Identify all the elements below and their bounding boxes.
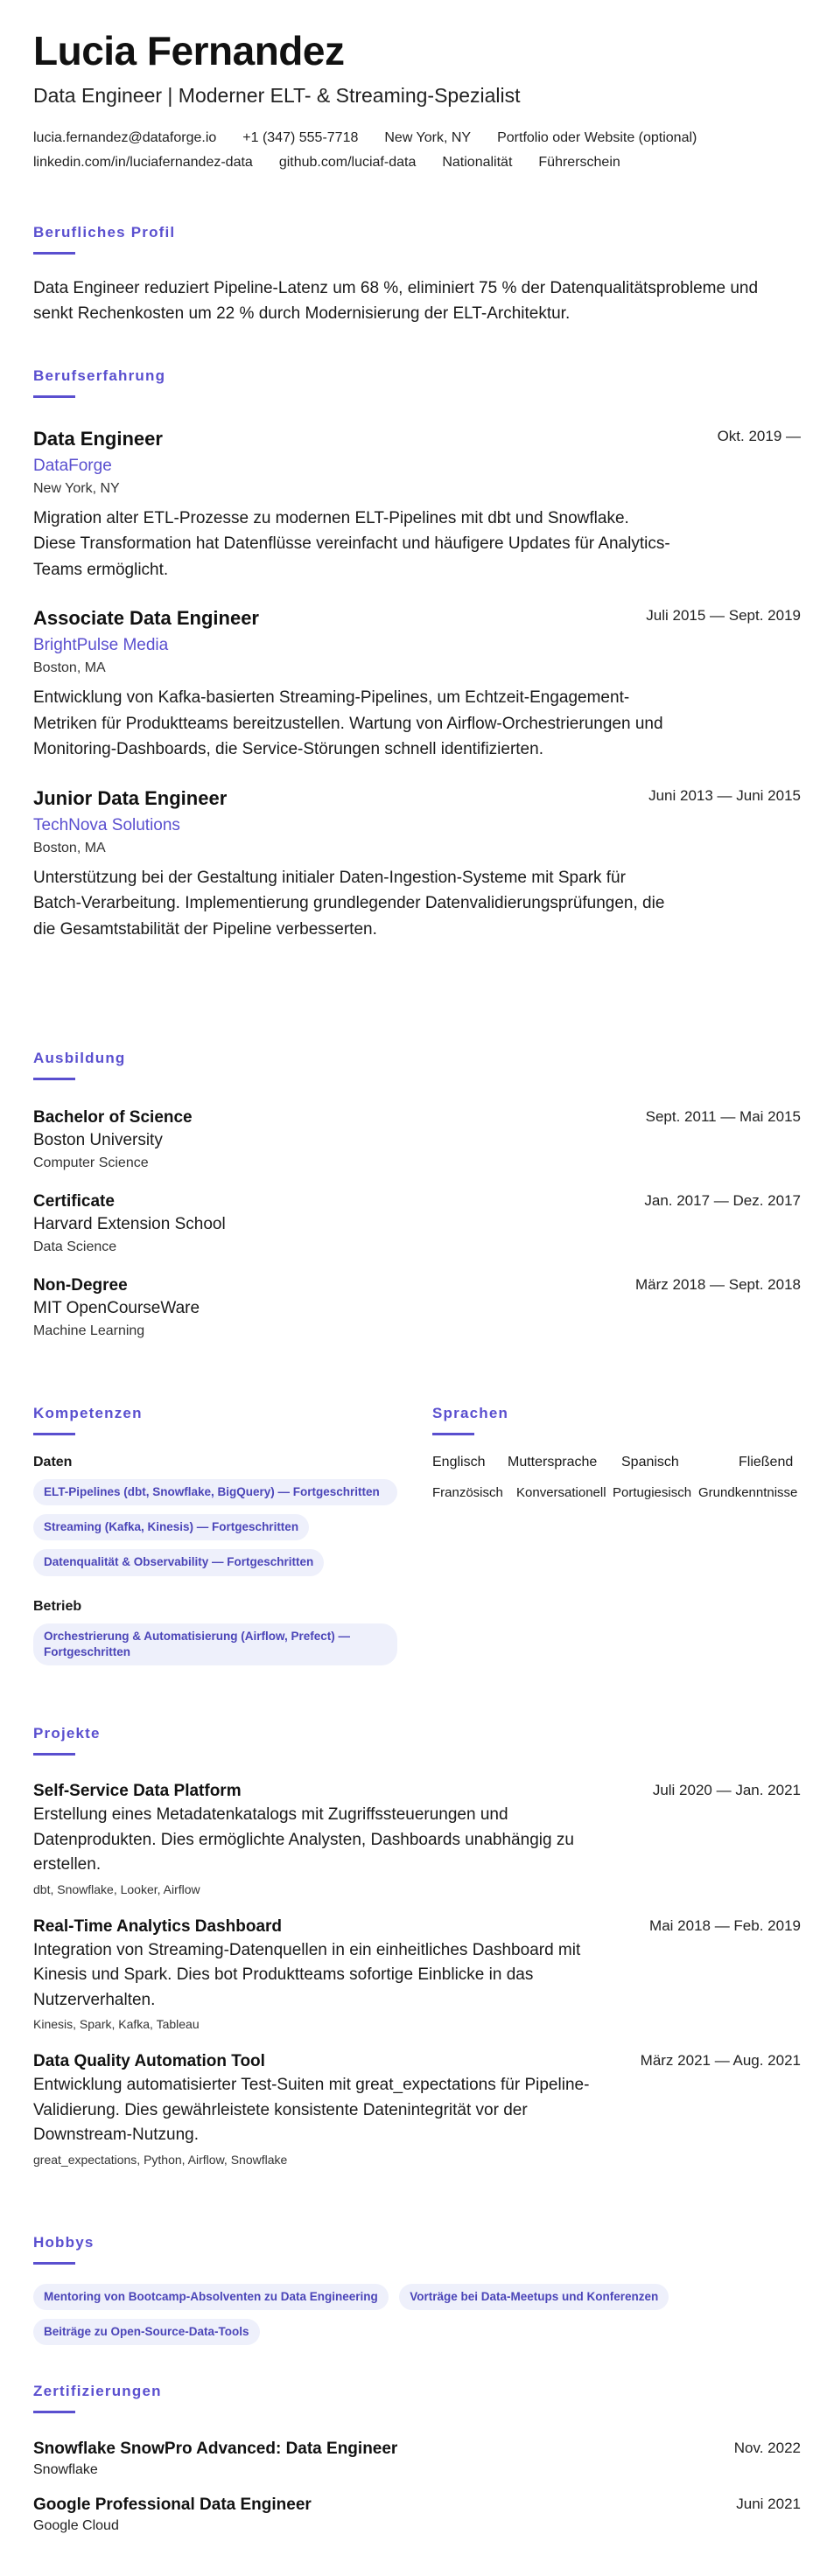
contact-linkedin[interactable]: linkedin.com/in/luciafernandez-data: [33, 155, 253, 171]
language-level: Muttersprache: [508, 1455, 598, 1470]
certification-issuer: Google Cloud: [33, 2518, 119, 2533]
project-tech: dbt, Snowflake, Looker, Airflow: [33, 1881, 200, 1896]
job-location: Boston, MA: [33, 660, 106, 676]
section-title-projects: Projekte: [33, 1725, 101, 1742]
experience-section: [33, 367, 801, 942]
projects-section: [33, 1725, 801, 2167]
language-name: Portugiesisch: [613, 1485, 692, 1500]
hobby-chip: Mentoring von Bootcamp-Absolventen zu Data Engineering: [33, 2284, 389, 2310]
profile-text: Data Engineer reduziert Pipeline-Latenz um 68 %, eliminiert 75 % der Datenqualitätsprobleme und senkt Rechenkosten um 22 % durch Modernisierung der ELT-Architektur.: [33, 279, 759, 324]
language-name: Spanisch: [621, 1455, 679, 1470]
job-title: Associate Data Engineer: [33, 607, 259, 630]
section-rule: [432, 1433, 474, 1435]
skill-group-title: Daten: [33, 1455, 73, 1470]
experience-entry: [33, 607, 801, 762]
project-name: Data Quality Automation Tool: [33, 2052, 265, 2070]
skill-chip: Datenqualität & Observability — Fortgeschritten: [33, 1549, 324, 1575]
school-name: MIT OpenCourseWare: [33, 1299, 200, 1317]
project-description: Integration von Streaming-Datenquellen in ein einheitliches Dashboard mit Kinesis und Spark. Dies bot Produktteams sofortige Einblicke in das Nutzerverhalten.: [33, 1940, 581, 2009]
field-of-study: Data Science: [33, 1239, 117, 1254]
job-location: Boston, MA: [33, 840, 106, 855]
section-title-profile: Berufliches Profil: [33, 224, 176, 241]
job-date: Okt. 2019 —: [717, 428, 801, 444]
hobby-list: [33, 2284, 801, 2354]
education-date: Jan. 2017 — Dez. 2017: [644, 1192, 801, 1209]
project-name: Self-Service Data Platform: [33, 1782, 242, 1800]
degree: Certificate: [33, 1192, 115, 1211]
hobby-chip: Vorträge bei Data-Meetups und Konferenzen: [399, 2284, 669, 2310]
job-description: Entwicklung von Kafka-basierten Streaming-Pipelines, um Echtzeit-Engagement-Metriken für Produktteams bereitzustellen. Wartung von Airflow-Orchestrierungen und Monitoring-Dashboards, die Service-Störungen schnell identifizierten.: [33, 688, 663, 759]
project-entry: [33, 1782, 801, 1896]
section-rule: [33, 395, 75, 398]
education-section: [33, 1050, 801, 1339]
languages-section: [432, 1405, 800, 1515]
section-title-skills: Kompetenzen: [33, 1405, 143, 1421]
section-title-certifications: Zertifizierungen: [33, 2383, 162, 2399]
section-rule: [33, 2262, 75, 2265]
field-of-study: Computer Science: [33, 1155, 149, 1170]
certification-issuer: Snowflake: [33, 2462, 98, 2477]
job-description: Migration alter ETL-Prozesse zu modernen ELT-Pipelines mit dbt und Snowflake. Diese Transformation hat Datenflüsse vereinfacht und häufigere Updates für Analytics-Teams ermöglicht.: [33, 509, 670, 579]
company-name[interactable]: DataForge: [33, 457, 112, 475]
skill-group: [33, 1623, 401, 1674]
contact-license: Führerschein: [538, 155, 620, 171]
certification-entry: [33, 2440, 801, 2478]
skill-group-title: Betrieb: [33, 1598, 82, 1614]
project-date: März 2021 — Aug. 2021: [640, 2052, 801, 2069]
language-level: Grundkenntnisse: [698, 1485, 798, 1500]
skill-chip: Streaming (Kafka, Kinesis) — Fortgeschritten: [33, 1514, 309, 1540]
project-entry: [33, 2052, 801, 2167]
section-rule: [33, 2411, 75, 2413]
skill-group: [33, 1479, 401, 1585]
contact-list: [33, 130, 803, 171]
experience-entry: [33, 787, 801, 942]
contact-portfolio[interactable]: Portfolio oder Website (optional): [497, 130, 697, 146]
certification-name: Snowflake SnowPro Advanced: Data Engineer: [33, 2440, 398, 2458]
project-tech: great_expectations, Python, Airflow, Snowflake: [33, 2152, 288, 2167]
skill-chip: Orchestrierung & Automatisierung (Airflow, Prefect) — Fortgeschritten: [33, 1623, 397, 1665]
language-name: Französisch: [432, 1485, 503, 1500]
project-name: Real-Time Analytics Dashboard: [33, 1916, 283, 1936]
degree: Bachelor of Science: [33, 1108, 193, 1127]
company-name[interactable]: TechNova Solutions: [33, 815, 180, 834]
job-date: Juni 2013 — Juni 2015: [648, 786, 801, 804]
contact-location: New York, NY: [384, 130, 472, 146]
project-date: Juli 2020 — Jan. 2021: [652, 1782, 801, 1798]
education-date: Sept. 2011 — Mai 2015: [645, 1108, 801, 1125]
project-description: Entwicklung automatisierter Test-Suiten mit great_expectations für Pipeline-Validierung. Dies gewährleistete konsistente Datenintegrität vor der Downstream-Nutzung.: [33, 2076, 590, 2144]
section-title-education: Ausbildung: [33, 1050, 126, 1066]
contact-phone[interactable]: +1 (347) 555-7718: [242, 130, 359, 146]
experience-entry: [33, 428, 801, 583]
certification-entry: [33, 2496, 801, 2534]
education-entry: [33, 1192, 801, 1255]
school-name: Harvard Extension School: [33, 1215, 226, 1233]
job-location: New York, NY: [33, 481, 120, 496]
hobbies-section: [33, 2234, 801, 2354]
section-rule: [33, 1753, 75, 1756]
section-rule: [33, 1433, 75, 1435]
job-title: Junior Data Engineer: [33, 786, 228, 809]
language-name: Englisch: [432, 1455, 486, 1470]
profile-section: [33, 224, 786, 327]
education-date: März 2018 — Sept. 2018: [634, 1276, 801, 1293]
project-date: Mai 2018 — Feb. 2019: [649, 1916, 801, 1934]
education-entry: [33, 1276, 801, 1339]
degree: Non-Degree: [33, 1276, 128, 1295]
contact-nationality: Nationalität: [442, 155, 513, 171]
language-level: Konversationell: [516, 1485, 606, 1500]
skill-chip: ELT-Pipelines (dbt, Snowflake, BigQuery) — Fortgeschritten: [33, 1479, 397, 1505]
certification-name: Google Professional Data Engineer: [33, 2496, 312, 2514]
school-name: Boston University: [33, 1131, 163, 1149]
language-list: [432, 1455, 800, 1500]
language-row: [432, 1455, 800, 1470]
candidate-name: Lucia Fernandez: [33, 28, 345, 73]
project-tech: Kinesis, Spark, Kafka, Tableau: [33, 2017, 200, 2031]
certification-date: Juni 2021: [736, 2496, 801, 2512]
language-row: [432, 1485, 800, 1500]
section-title-languages: Sprachen: [432, 1405, 509, 1421]
project-entry: [33, 1917, 801, 2032]
job-description: Unterstützung bei der Gestaltung initialer Daten-Ingestion-Systeme mit Spark für Batch-Verarbeitung. Implementierung grundlegender Datenvalidierungsprüfungen, die die Gesamtstabilität der Pipeline verbesserten.: [33, 868, 665, 939]
skills-section: [33, 1405, 401, 1674]
field-of-study: Machine Learning: [33, 1323, 145, 1338]
contact-email[interactable]: lucia.fernandez@dataforge.io: [33, 130, 217, 146]
job-title: Data Engineer: [33, 428, 163, 450]
job-date: Juli 2015 — Sept. 2019: [646, 607, 801, 625]
candidate-tagline: Data Engineer | Moderner ELT- & Streaming-Spezialist: [33, 84, 521, 108]
company-name[interactable]: BrightPulse Media: [33, 636, 169, 655]
language-level: Fließend: [739, 1455, 794, 1470]
hobby-chip: Beiträge zu Open-Source-Data-Tools: [33, 2319, 260, 2345]
certifications-section: [33, 2383, 801, 2534]
contact-github[interactable]: github.com/luciaf-data: [278, 155, 417, 171]
section-rule: [33, 1078, 75, 1080]
section-title-hobbies: Hobbys: [33, 2234, 95, 2251]
education-entry: [33, 1108, 801, 1171]
certification-date: Nov. 2022: [733, 2440, 801, 2456]
project-description: Erstellung eines Metadatenkatalogs mit Zugriffssteuerungen und Datenprodukten. Dies ermöglichte Analysten, Dashboards unabhängig zu erstellen.: [33, 1805, 574, 1874]
section-title-experience: Berufserfahrung: [33, 367, 166, 384]
section-rule: [33, 252, 75, 255]
